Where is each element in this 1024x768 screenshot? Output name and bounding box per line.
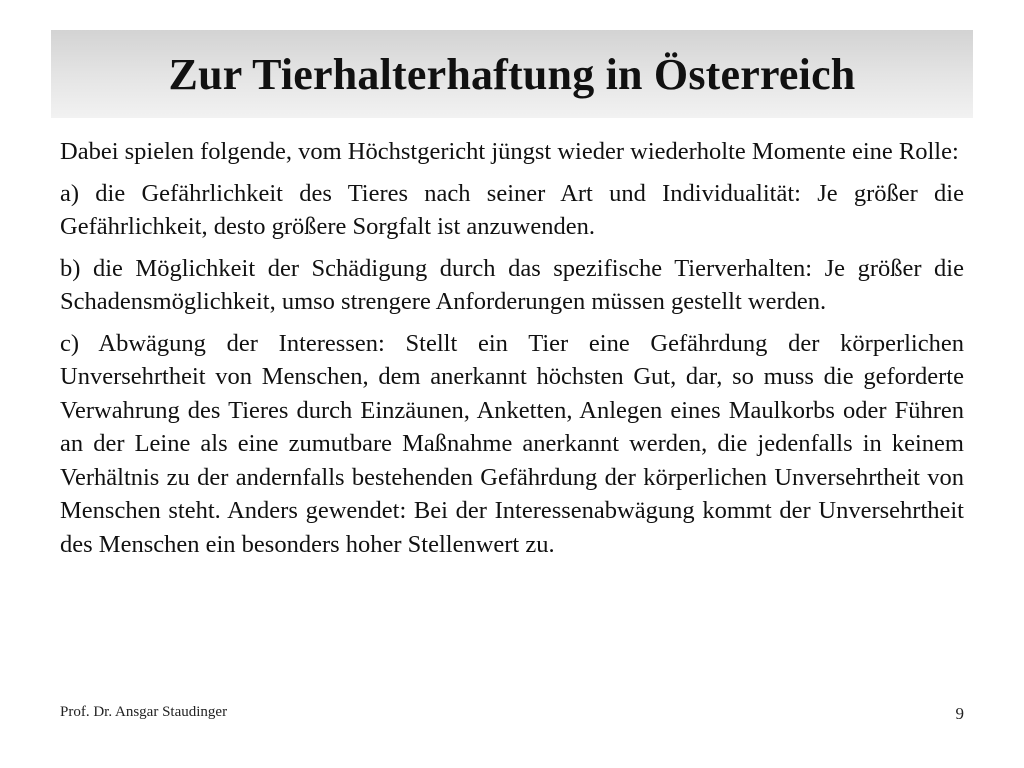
slide-title: Zur Tierhalterhaftung in Österreich	[168, 49, 856, 99]
title-bar	[51, 30, 973, 118]
footer-author: Prof. Dr. Ansgar Staudinger	[60, 704, 228, 720]
page-number: 9	[955, 704, 964, 723]
paragraph-b: b) die Möglichkeit der Schädigung durch das spezifische Tierverhalten: Je größer die Schadensmöglichkeit, umso strengere Anforderungen müssen gestellt werden.	[60, 254, 964, 315]
paragraph-a: a) die Gefährlichkeit des Tieres nach seiner Art und Individualität: Je größer die Gefährlichkeit, desto größere Sorgfalt ist anzuwenden.	[60, 179, 964, 240]
slide-body	[60, 135, 964, 569]
paragraph-c: c) Abwägung der Interessen: Stellt ein Tier eine Gefährdung der körperlichen Unversehrtheit von Menschen, dem anerkannt höchsten Gut, dar, so muss die geforderte Verwahrung des Tieres durch Einzäunen, Anketten, Anlegen eines Maulkorbs oder Führen an der Leine als eine zumutbare Maßnahme anerkannt werden, die jedenfalls in keinem Verhältnis zu der andernfalls bestehenden Gefährdung der körperlichen Unversehrtheit von Menschen steht. Anders gewendet: Bei der Interessenabwägung kommt der Unversehrtheit des Menschen ein besonders hoher Stellenwert zu.	[60, 329, 964, 558]
paragraph-intro: Dabei spielen folgende, vom Höchstgericht jüngst wieder wiederholte Momente eine Rolle:	[60, 138, 959, 165]
